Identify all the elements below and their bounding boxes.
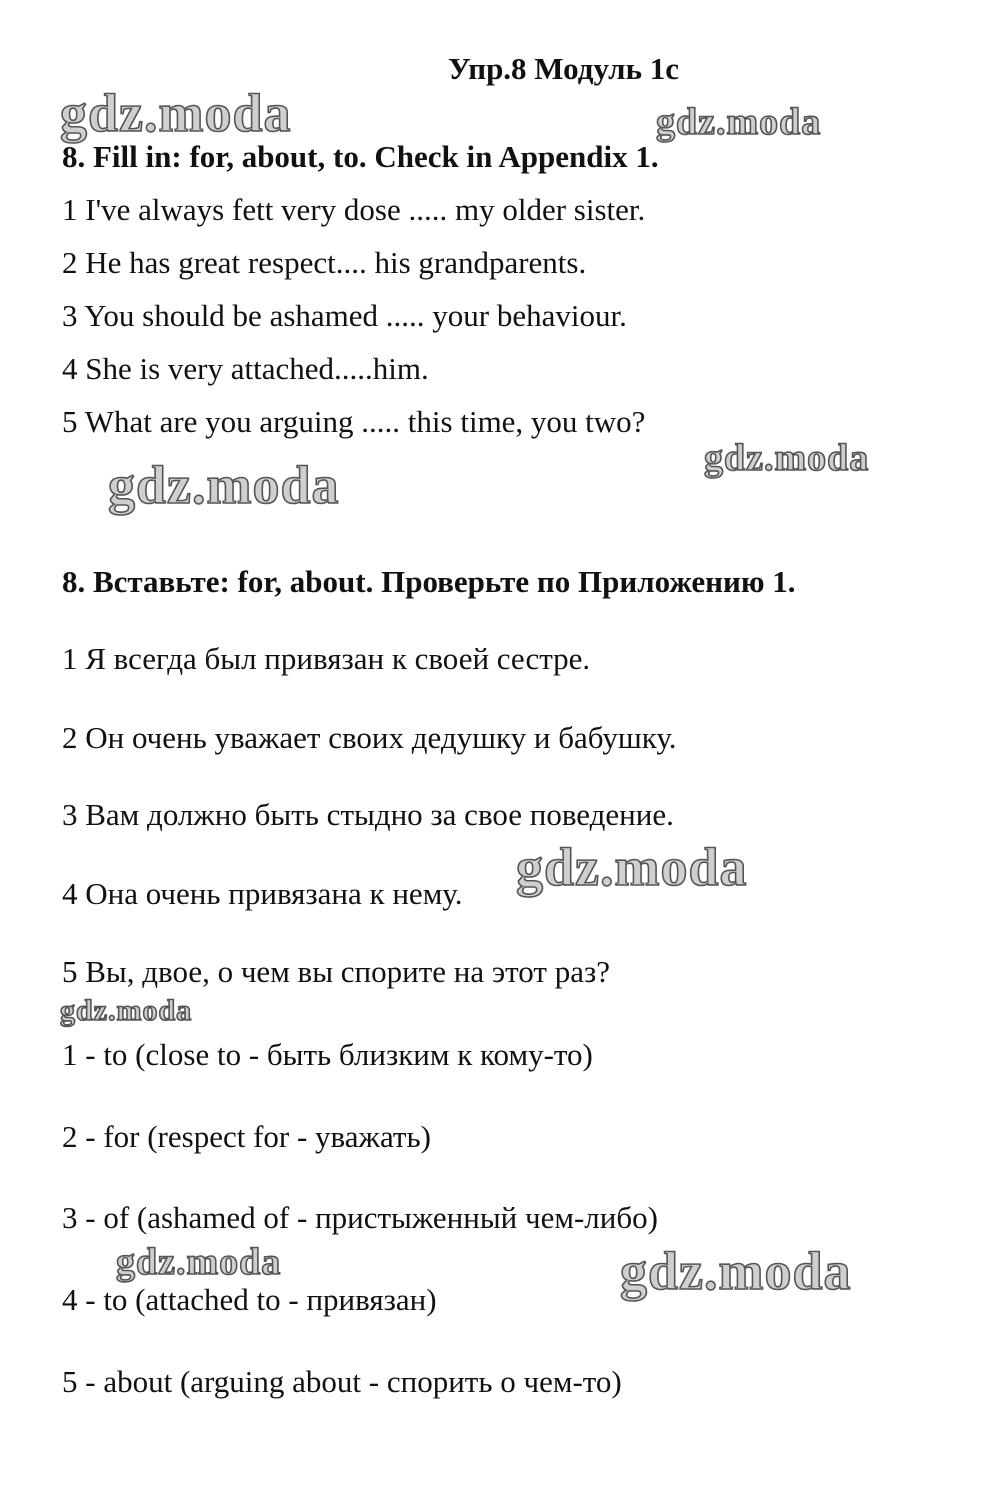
watermark: gdz.moda (620, 1241, 852, 1301)
exercise-en-item-2: 2 He has great respect.... his grandparents. (62, 245, 587, 280)
exercise-en-item-5: 5 What are you arguing ..... this time, you two? (62, 404, 646, 439)
exercise-ru-item-2: 2 Он очень уважает своих дедушку и бабушку. (62, 720, 677, 755)
answer-2: 2 - for (respect for - уважать) (62, 1119, 431, 1154)
watermark: gdz.moda (516, 837, 748, 897)
watermark: gdz.moda (656, 101, 822, 143)
exercise-ru-title: 8. Вставьте: for, about. Проверьте по Приложению 1. (62, 564, 796, 599)
exercise-en-item-4: 4 She is very attached.....him. (62, 351, 429, 386)
exercise-en-item-3: 3 You should be ashamed ..... your behaviour. (62, 298, 627, 333)
watermark: gdz.moda (60, 83, 292, 143)
exercise-ru-item-4: 4 Она очень привязана к нему. (62, 876, 463, 911)
answer-3: 3 - of (ashamed of - пристыженный чем-либо) (62, 1200, 658, 1235)
exercise-en-title: 8. Fill in: for, about, to. Check in Appendix 1. (62, 139, 659, 174)
exercise-en-item-1: 1 I've always fett very dose ..... my older sister. (62, 192, 646, 227)
answer-1: 1 - to (close to - быть близким к кому-то) (62, 1037, 593, 1072)
answer-5: 5 - about (arguing about - спорить о чем-то) (62, 1364, 622, 1399)
watermark: gdz.moda (108, 455, 340, 515)
page-title: Упр.8 Модуль 1с (448, 51, 679, 86)
watermark: gdz.moda (704, 437, 870, 479)
answer-4: 4 - to (attached to - привязан) (62, 1282, 437, 1317)
exercise-ru-item-1: 1 Я всегда был привязан к своей сестре. (62, 641, 591, 676)
watermark: gdz.moda (60, 994, 193, 1027)
exercise-ru-item-5: 5 Вы, двое, о чем вы спорите на этот раз? (62, 954, 610, 989)
watermark: gdz.moda (116, 1241, 282, 1283)
exercise-ru-item-3: 3 Вам должно быть стыдно за свое поведение. (62, 797, 674, 832)
